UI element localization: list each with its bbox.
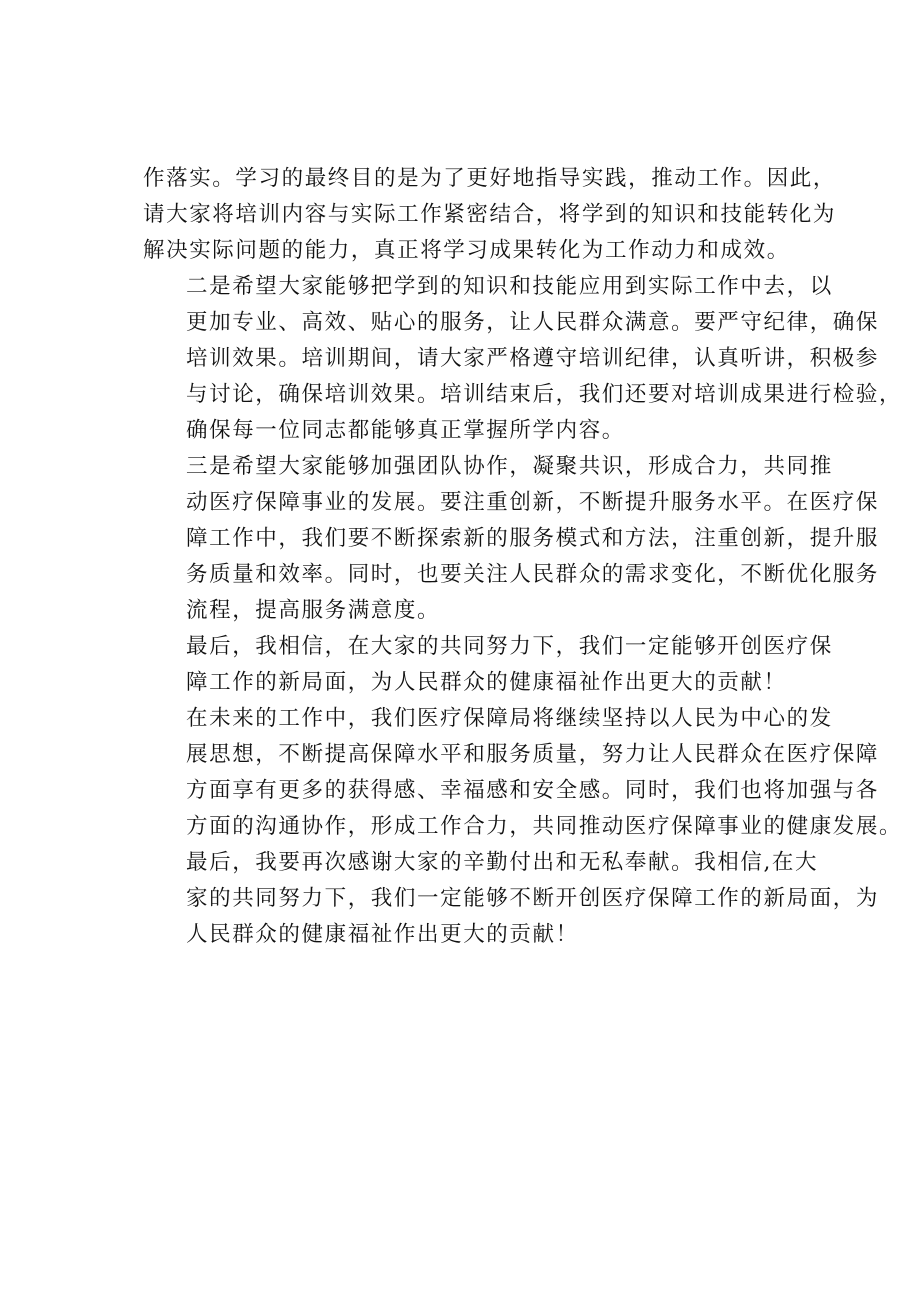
- text-line: 方面的沟通协作，形成工作合力，共同推动医疗保障事业的健康发展。: [186, 814, 903, 839]
- text-line: 展思想，不断提高保障水平和服务质量，努力让人民群众在医疗保障: [186, 742, 880, 767]
- text-line: 动医疗保障事业的发展。要注重创新，不断提升服务水平。在医疗保: [186, 490, 880, 515]
- paragraph: [143, 449, 880, 629]
- text-line: 三是希望大家能够加强团队协作，凝聚共识，形成合力，共同推: [186, 454, 833, 479]
- text-line: 流程，提高服务满意度。: [186, 598, 441, 623]
- text-line: 家的共同努力下，我们一定能够不断开创医疗保障工作的新局面，为: [186, 886, 880, 911]
- text-line: 解决实际问题的能力，真正将学习成果转化为工作动力和成效。: [143, 238, 790, 263]
- text-line: 作落实。学习的最终目的是为了更好地指导实践，推动工作。因此，: [143, 166, 837, 191]
- text-line: 请大家将培训内容与实际工作紧密结合，将学到的知识和技能转化为: [143, 202, 837, 227]
- text-line: 务质量和效率。同时，也要关注人民群众的需求变化，不断优化服务: [186, 562, 880, 587]
- text-line: 更加专业、高效、贴心的服务，让人民群众满意。要严守纪律，确保: [186, 310, 880, 335]
- text-line: 障工作的新局面，为人民群众的健康福祉作出更大的贡献！: [186, 670, 787, 695]
- text-line: 在未来的工作中，我们医疗保障局将继续坚持以人民为中心的发: [186, 706, 833, 731]
- text-line: 二是希望大家能够把学到的知识和技能应用到实际工作中去，以: [186, 274, 833, 299]
- paragraph: [143, 161, 837, 269]
- paragraph: [143, 269, 903, 449]
- paragraph: [143, 845, 880, 953]
- text-line: 最后，我相信，在大家的共同努力下，我们一定能够开创医疗保: [186, 634, 833, 659]
- text-line: 方面享有更多的获得感、幸福感和安全感。同时，我们也将加强与各: [186, 778, 880, 803]
- text-line: 确保每一位同志都能够真正掌握所学内容。: [186, 418, 625, 443]
- document-body: [143, 161, 903, 953]
- text-line: 培训效果。培训期间，请大家严格遵守培训纪律，认真听讲，积极参: [186, 346, 880, 371]
- text-line: 人民群众的健康福祉作出更大的贡献！: [186, 922, 579, 947]
- text-line: 最后，我要再次感谢大家的辛勤付出和无私奉献。我相信,在大: [186, 850, 819, 875]
- paragraph: [143, 701, 903, 845]
- text-line: 障工作中，我们要不断探索新的服务模式和方法，注重创新，提升服: [186, 526, 880, 551]
- paragraph: [143, 629, 833, 701]
- text-line: 与讨论，确保培训效果。培训结束后，我们还要对培训成果进行检验，: [186, 382, 903, 407]
